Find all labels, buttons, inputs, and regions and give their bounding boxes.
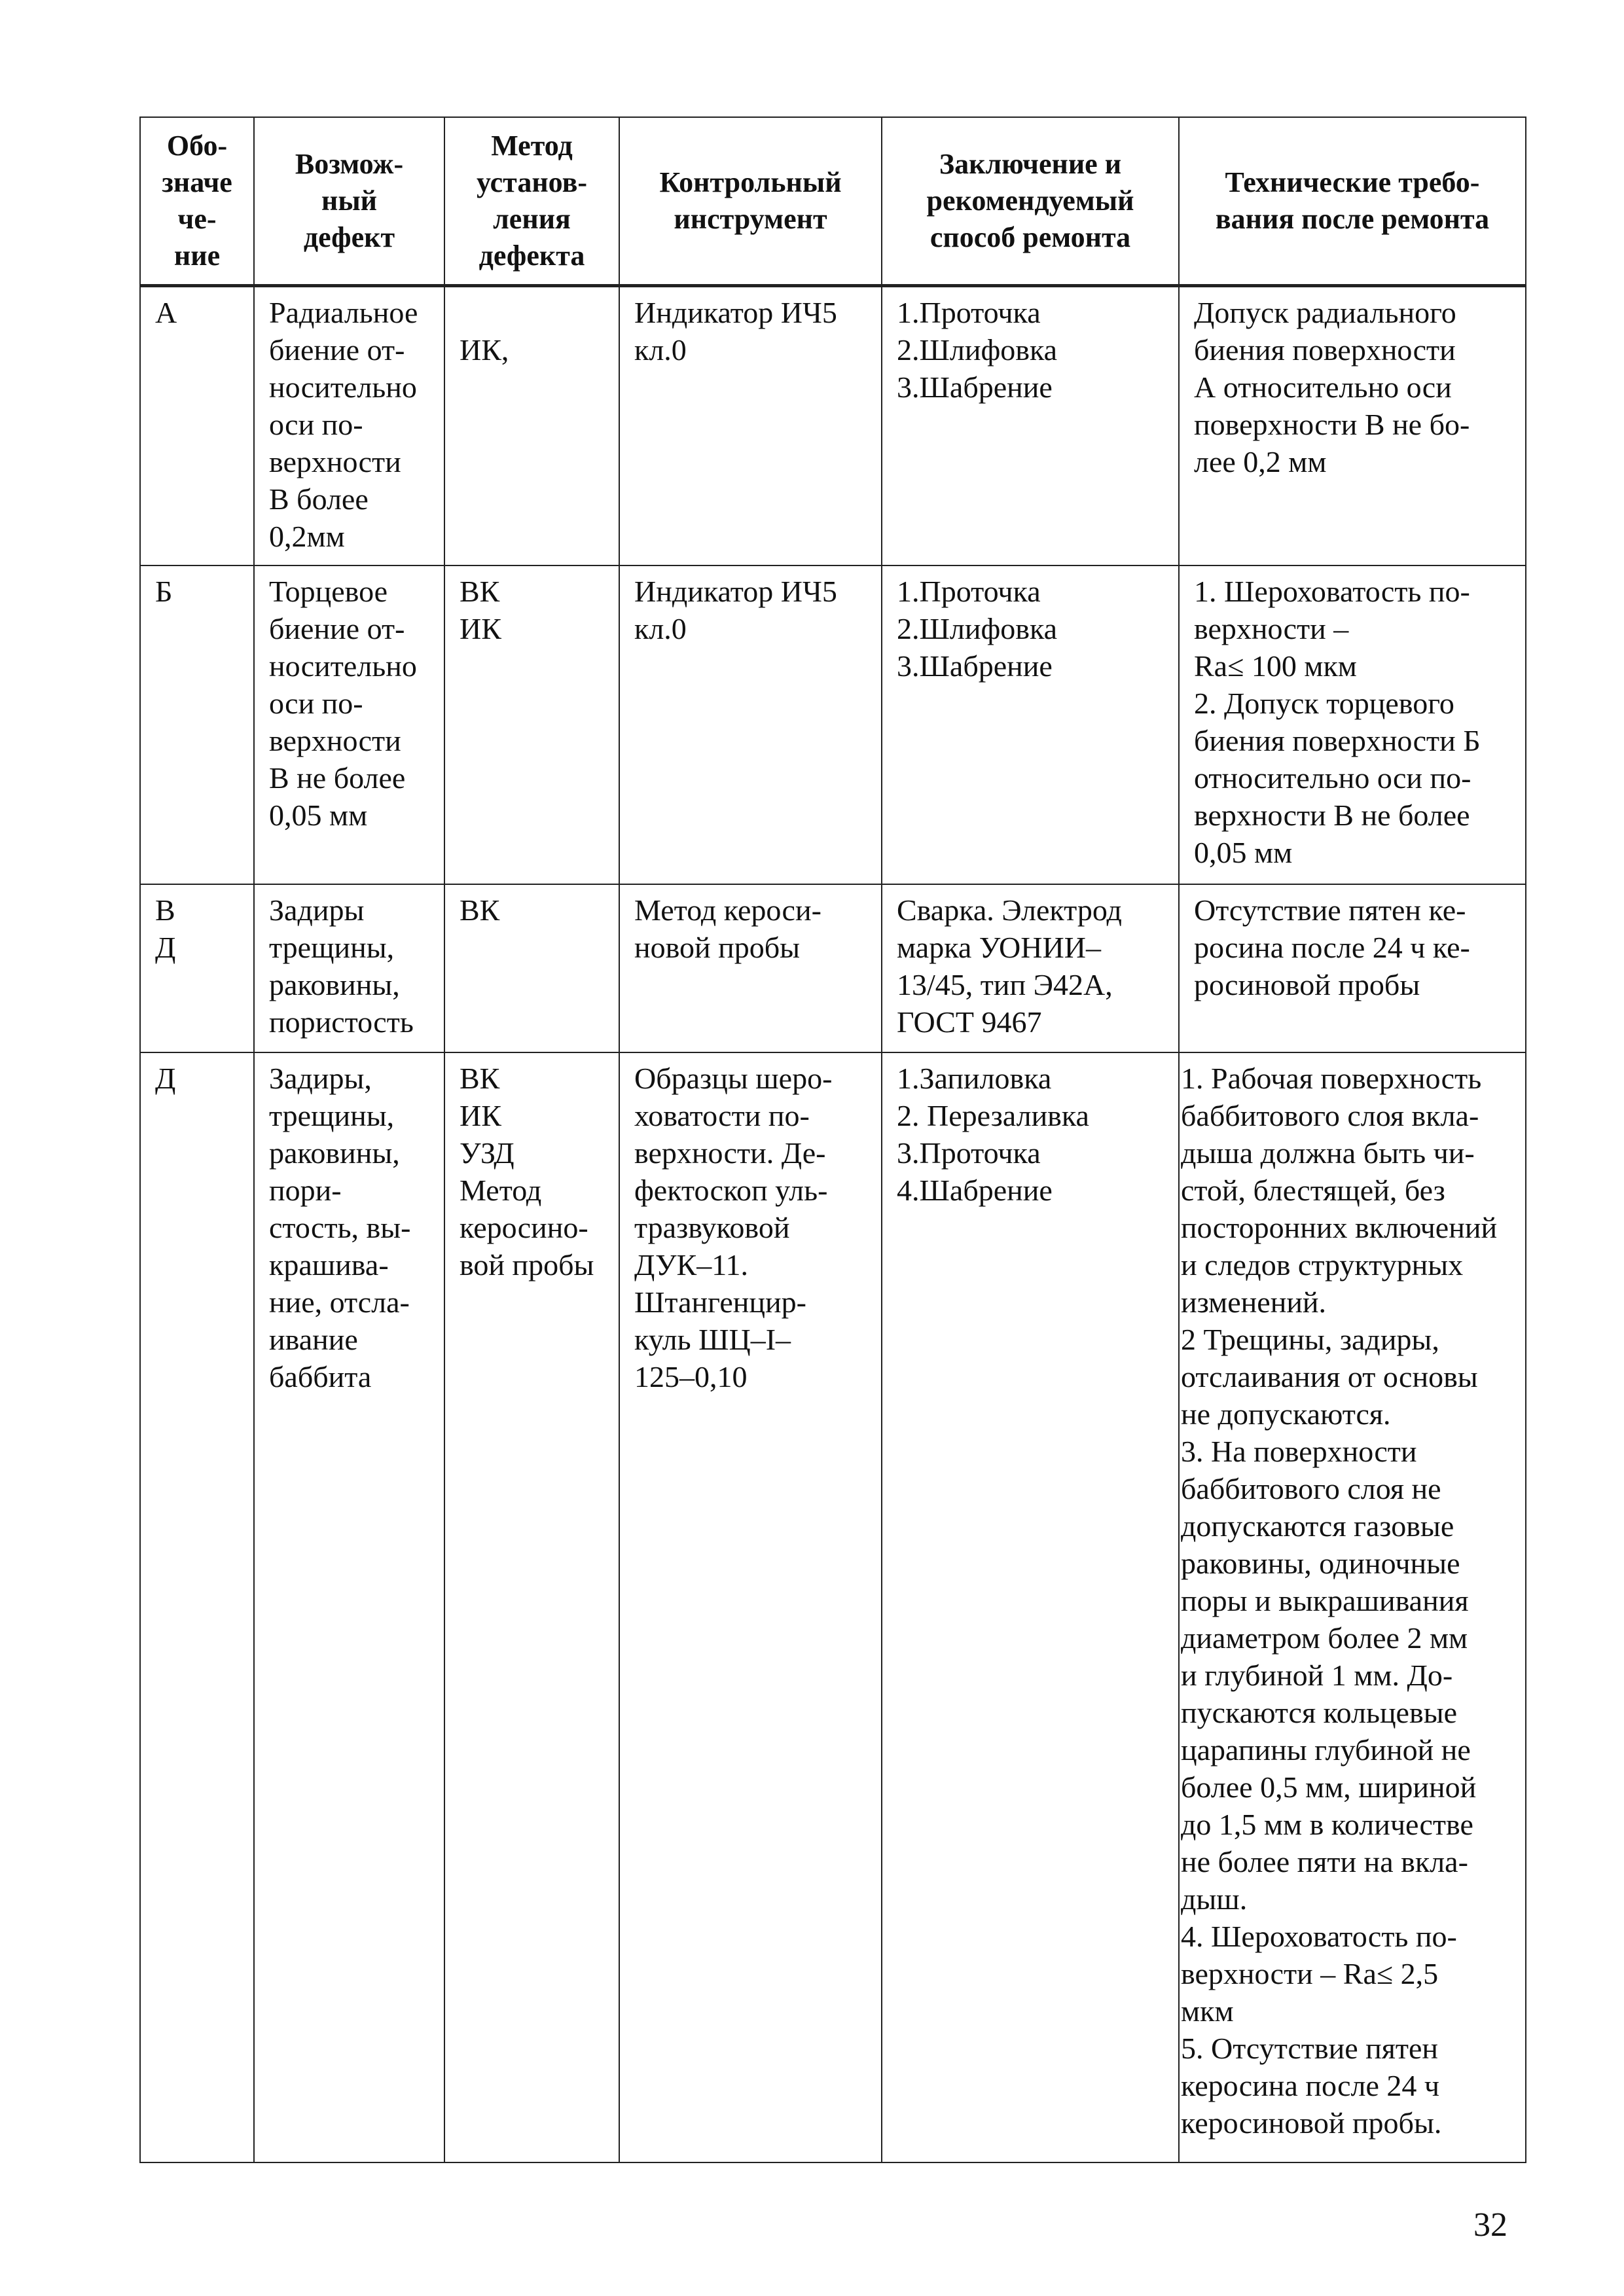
- table-row: [140, 285, 1526, 565]
- cell-method: ВК ИК УЗД Метод керосино- вой пробы: [444, 1052, 619, 2162]
- table-row: [140, 1052, 1526, 2162]
- cell-instrument: Метод кероси- новой пробы: [619, 884, 882, 1052]
- table-row: [140, 884, 1526, 1052]
- cell-instrument: Индикатор ИЧ5 кл.0: [619, 565, 882, 884]
- cell-defect: Торцевое биение от- носительно оси по- верхности В не более 0,05 мм: [254, 565, 444, 884]
- cell-designation: Б: [140, 565, 254, 884]
- cell-requirements: 1. Рабочая поверхность баббитового слоя вкла- дыша должна быть чи- стой, блестящей, без посторонних включений и следов структурных изменений. 2 Трещины, задиры, отслаивания от основы не допускаются. 3. На поверхности баббитового слоя не допускаются газовые раковины, одиночные поры и выкрашивания диаметром более 2 мм и глубиной 1 мм. До- пускаются кольцевые царапины глубиной не более 0,5 мм, шириной до 1,5 мм в количестве не более пяти на вкла- дыш. 4. Шероховатость по- верхности – Ra≤ 2,5 мкм 5. Отсутствие пятен керосина после 24 ч керосиновой пробы.: [1179, 1052, 1526, 2162]
- cell-defect: Задиры трещины, раковины, пористость: [254, 884, 444, 1052]
- cell-requirements: 1. Шероховатость по- верхности – Ra≤ 100 мкм 2. Допуск торцевого биения поверхности Б относительно оси по- верхности В не более 0,05 мм: [1179, 565, 1526, 884]
- header-possible-defect: Возмож- ный дефект: [254, 117, 444, 285]
- header-detection-method: Метод установ- ления дефекта: [444, 117, 619, 285]
- cell-repair: Сварка. Электрод марка УОНИИ– 13/45, тип Э42А, ГОСТ 9467: [882, 884, 1179, 1052]
- page-number: 32: [1473, 2206, 1507, 2244]
- header-conclusion-repair: Заключение и рекомендуемый способ ремонта: [882, 117, 1179, 285]
- cell-method: ИК,: [444, 285, 619, 565]
- cell-repair: 1.Запиловка 2. Перезаливка 3.Проточка 4.Шабрение: [882, 1052, 1179, 2162]
- cell-instrument: Индикатор ИЧ5 кл.0: [619, 285, 882, 565]
- cell-method: ВК: [444, 884, 619, 1052]
- cell-designation: А: [140, 285, 254, 565]
- cell-designation: Д: [140, 1052, 254, 2162]
- cell-method: ВК ИК: [444, 565, 619, 884]
- cell-defect: Радиальное биение от- носительно оси по- верхности В более 0,2мм: [254, 285, 444, 565]
- cell-requirements: Допуск радиального биения поверхности А относительно оси поверхности В не бо- лее 0,2 мм: [1179, 285, 1526, 565]
- table-row: [140, 565, 1526, 884]
- header-row: [140, 117, 1526, 285]
- cell-repair: 1.Проточка 2.Шлифовка 3.Шабрение: [882, 565, 1179, 884]
- cell-defect: Задиры, трещины, раковины, пори- стость, вы- крашива- ние, отсла- ивание баббита: [254, 1052, 444, 2162]
- cell-requirements: Отсутствие пятен ке- росина после 24 ч ке- росиновой пробы: [1179, 884, 1526, 1052]
- cell-repair: 1.Проточка 2.Шлифовка 3.Шабрение: [882, 285, 1179, 565]
- defect-table: [139, 117, 1526, 2163]
- cell-designation: В Д: [140, 884, 254, 1052]
- header-control-instrument: Контрольный инструмент: [619, 117, 882, 285]
- header-technical-requirements: Технические требо- вания после ремонта: [1179, 117, 1526, 285]
- cell-instrument: Образцы шеро- ховатости по- верхности. Де- фектоскоп уль- тразвуковой ДУК–11. Штангенцир- куль ШЦ–I– 125–0,10: [619, 1052, 882, 2162]
- header-designation: Обо- значе че- ние: [140, 117, 254, 285]
